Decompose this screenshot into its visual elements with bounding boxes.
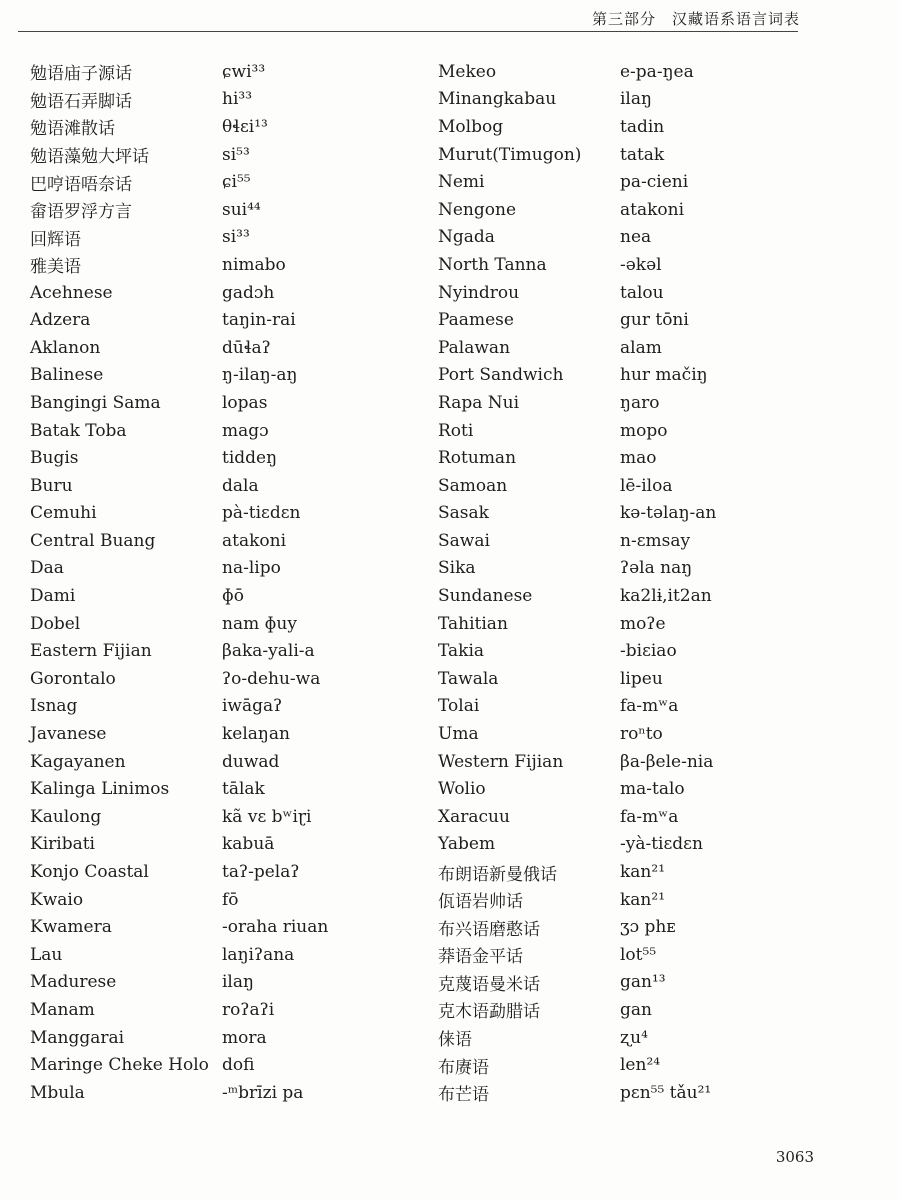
language-name: Balinese <box>30 365 104 386</box>
language-name: Cemuhi <box>30 503 97 524</box>
language-name: Tahitian <box>438 613 508 634</box>
word-form: kã vɛ bʷiɽi <box>222 806 312 827</box>
word-form: alam <box>620 337 662 358</box>
word-entry <box>438 969 830 997</box>
word-form: pà-tiɛdɛn <box>222 503 301 524</box>
word-form: duwad <box>222 751 280 772</box>
word-entry <box>438 58 830 86</box>
language-name: 克木语勐腊话 <box>438 1002 540 1023</box>
language-name: Buru <box>30 475 73 496</box>
word-entry <box>30 527 432 555</box>
word-entry <box>30 969 432 997</box>
word-entry <box>438 748 830 776</box>
language-name: Rapa Nui <box>438 392 520 413</box>
word-entry <box>438 886 830 914</box>
language-name: Rotuman <box>438 448 517 469</box>
word-form: dūɬaʔ <box>222 337 271 358</box>
word-form: tatak <box>620 144 665 165</box>
word-form: gan¹³ <box>620 972 666 993</box>
word-entry <box>30 306 432 334</box>
language-name: 雅美语 <box>30 257 81 278</box>
word-form: mora <box>222 1027 267 1048</box>
language-name: Maringe Cheke Holo <box>30 1055 209 1076</box>
word-form: hi³³ <box>222 89 253 110</box>
language-name: Mekeo <box>438 61 497 82</box>
word-form: roⁿto <box>620 724 663 745</box>
language-name: Central Buang <box>30 530 156 551</box>
word-entry <box>30 500 432 528</box>
word-form: ka2lɨ,it2an <box>620 586 712 607</box>
word-form: βaka-yali-a <box>222 641 315 662</box>
word-entry <box>30 775 432 803</box>
word-entry <box>30 417 432 445</box>
word-form: ʔo-dehu-wa <box>222 668 321 689</box>
word-entry <box>30 637 432 665</box>
word-entry <box>438 224 830 252</box>
word-entry <box>30 444 432 472</box>
language-name: Mbula <box>30 1082 85 1103</box>
word-form: kelaŋan <box>222 724 290 745</box>
left-word-list <box>30 58 432 1107</box>
language-name: Palawan <box>438 337 511 358</box>
word-form: kabuā <box>222 834 275 855</box>
word-entry <box>438 527 830 555</box>
language-name: 勉语石弄脚话 <box>30 91 132 112</box>
word-entry <box>438 775 830 803</box>
word-form: nea <box>620 227 652 248</box>
language-name: Kwaio <box>30 889 84 910</box>
language-name: Daa <box>30 558 64 579</box>
language-name: Kagayanen <box>30 751 126 772</box>
word-entry <box>30 886 432 914</box>
word-form: kan²¹ <box>620 889 666 910</box>
word-form: lipeu <box>620 668 663 689</box>
word-form: dala <box>222 475 259 496</box>
word-form: atakoni <box>620 199 685 220</box>
word-form: si³³ <box>222 227 250 248</box>
word-entry <box>30 720 432 748</box>
word-entry <box>438 1079 830 1107</box>
word-entry <box>30 1051 432 1079</box>
word-entry <box>438 913 830 941</box>
word-form: iwāgaʔ <box>222 696 283 717</box>
language-name: 勉语藻勉大坪话 <box>30 147 149 168</box>
word-form: dofi <box>222 1055 255 1076</box>
word-form: nimabo <box>222 254 286 275</box>
language-name: 布赓语 <box>438 1057 489 1078</box>
language-name: Adzera <box>30 310 91 331</box>
word-form: -biɛiao <box>620 641 677 662</box>
language-name: Dobel <box>30 613 81 634</box>
word-form: gan <box>620 999 652 1020</box>
word-entry <box>30 693 432 721</box>
language-name: Samoan <box>438 475 508 496</box>
language-name: Lau <box>30 944 63 965</box>
language-name: 回辉语 <box>30 229 81 250</box>
language-name: Murut(Timugon) <box>438 144 582 165</box>
language-name: 莽语金平话 <box>438 947 523 968</box>
language-name: Sawai <box>438 530 490 551</box>
word-form: si⁵³ <box>222 144 250 165</box>
word-entry <box>30 610 432 638</box>
word-form: e-pa-ŋea <box>620 61 694 82</box>
word-form: pa-cieni <box>620 172 689 193</box>
word-form: nam ɸuy <box>222 613 297 634</box>
word-entry <box>30 472 432 500</box>
word-form: ʐu⁴ <box>620 1027 648 1048</box>
language-name: 俫语 <box>438 1030 472 1051</box>
language-name: Wolio <box>438 779 486 800</box>
word-form: hur mačiŋ <box>620 365 708 386</box>
word-entry <box>30 803 432 831</box>
word-entry <box>30 196 432 224</box>
language-name: Batak Toba <box>30 420 127 441</box>
word-entry <box>30 555 432 583</box>
language-name: Yabem <box>438 834 496 855</box>
language-name: 布朗语新曼俄话 <box>438 864 557 885</box>
word-form: fa-mʷa <box>620 806 679 827</box>
word-entry <box>438 113 830 141</box>
word-form: ɕwi³³ <box>222 61 266 82</box>
word-form: pɛn⁵⁵ tǎu²¹ <box>620 1082 712 1103</box>
word-entry <box>30 334 432 362</box>
language-name: 克蔑语曼米话 <box>438 974 540 995</box>
language-name: Port Sandwich <box>438 365 564 386</box>
word-entry <box>30 748 432 776</box>
header-rule <box>18 31 798 32</box>
word-form: taŋin-rai <box>222 310 296 331</box>
language-name: Bangingi Sama <box>30 392 161 413</box>
word-entry <box>30 113 432 141</box>
word-entry <box>30 858 432 886</box>
word-entry <box>30 86 432 114</box>
word-entry <box>438 196 830 224</box>
language-name: Xaracuu <box>438 806 510 827</box>
word-entry <box>438 637 830 665</box>
word-entry <box>30 996 432 1024</box>
word-form: na-lipo <box>222 558 281 579</box>
word-entry <box>438 279 830 307</box>
page-number: 3063 <box>775 1148 814 1166</box>
word-form: -yà-tiɛdɛn <box>620 834 703 855</box>
word-entry <box>30 58 432 86</box>
language-name: Konjo Coastal <box>30 862 149 883</box>
word-form: lē-iloa <box>620 475 673 496</box>
word-form: atakoni <box>222 530 287 551</box>
word-form: ɕi⁵⁵ <box>222 172 251 193</box>
word-entry <box>30 389 432 417</box>
language-name: Sundanese <box>438 586 533 607</box>
language-name: Nengone <box>438 199 517 220</box>
language-name: Manam <box>30 999 95 1020</box>
word-form: kə-təlaŋ-an <box>620 503 717 524</box>
word-form: ŋ-ilaŋ-aŋ <box>222 365 298 386</box>
word-form: lopas <box>222 392 268 413</box>
word-form: ŋaro <box>620 392 660 413</box>
word-entry <box>30 665 432 693</box>
word-form: len²⁴ <box>620 1055 661 1076</box>
word-entry <box>438 941 830 969</box>
language-name: Nemi <box>438 172 485 193</box>
word-form: ʒɔ phᴇ <box>620 917 676 938</box>
word-entry <box>438 444 830 472</box>
language-name: Western Fijian <box>438 751 564 772</box>
word-form: tadin <box>620 116 665 137</box>
word-form: mopo <box>620 420 668 441</box>
word-form: fō <box>222 889 239 910</box>
word-entry <box>438 389 830 417</box>
word-entry <box>438 831 830 859</box>
language-name: Roti <box>438 420 474 441</box>
language-name: 布兴语磨憨话 <box>438 919 540 940</box>
language-name: Manggarai <box>30 1027 125 1048</box>
language-name: Takia <box>438 641 485 662</box>
language-name: Sika <box>438 558 476 579</box>
word-entry <box>438 858 830 886</box>
language-name: Javanese <box>30 724 107 745</box>
language-name: Madurese <box>30 972 117 993</box>
word-entry <box>438 555 830 583</box>
word-form: talou <box>620 282 664 303</box>
word-form: taʔ-pelaʔ <box>222 862 300 883</box>
word-entry <box>438 803 830 831</box>
word-entry <box>30 168 432 196</box>
running-header-title: 第三部分 汉藏语系语言词表 <box>591 10 800 28</box>
word-form: moʔe <box>620 613 666 634</box>
language-name: 勉语庙子源话 <box>30 64 132 85</box>
word-entry <box>438 720 830 748</box>
word-entry <box>438 500 830 528</box>
language-name: 布芒语 <box>438 1085 489 1106</box>
word-entry <box>30 141 432 169</box>
language-name: Kiribati <box>30 834 95 855</box>
word-form: -ᵐbrīzi pa <box>222 1082 304 1103</box>
language-name: Kalinga Linimos <box>30 779 170 800</box>
word-entry <box>30 913 432 941</box>
word-form: kan²¹ <box>620 862 666 883</box>
word-form: -əkəl <box>620 254 662 275</box>
word-entry <box>438 417 830 445</box>
language-name: North Tanna <box>438 254 547 275</box>
word-form: ilaŋ <box>620 89 652 110</box>
language-name: Paamese <box>438 310 514 331</box>
word-entry <box>438 665 830 693</box>
word-form: roʔaʔi <box>222 999 275 1020</box>
word-entry <box>438 996 830 1024</box>
word-entry <box>438 362 830 390</box>
word-form: tiddeŋ <box>222 448 278 469</box>
language-name: Nyindrou <box>438 282 520 303</box>
word-entry <box>438 610 830 638</box>
word-entry <box>438 1024 830 1052</box>
language-name: Eastern Fijian <box>30 641 152 662</box>
word-entry <box>438 1051 830 1079</box>
word-form: laŋiʔana <box>222 944 295 965</box>
language-name: Sasak <box>438 503 489 524</box>
word-form: ɸō <box>222 586 244 607</box>
language-name: Gorontalo <box>30 668 116 689</box>
language-name: 佤语岩帅话 <box>438 892 523 913</box>
word-entry <box>438 693 830 721</box>
word-entry <box>438 168 830 196</box>
word-entry <box>30 251 432 279</box>
word-entry <box>438 334 830 362</box>
word-entry <box>30 831 432 859</box>
word-form: βa-βele-nia <box>620 751 714 772</box>
right-word-list <box>438 58 830 1107</box>
language-name: Bugis <box>30 448 79 469</box>
language-name: Molbog <box>438 116 504 137</box>
word-entry <box>438 472 830 500</box>
word-form: sui⁴⁴ <box>222 199 261 220</box>
language-name: Dami <box>30 586 76 607</box>
word-entry <box>30 941 432 969</box>
word-entry <box>438 141 830 169</box>
word-entry <box>438 582 830 610</box>
word-entry <box>30 362 432 390</box>
word-form: gur tōni <box>620 310 689 331</box>
word-entry <box>30 224 432 252</box>
language-name: Tawala <box>438 668 499 689</box>
word-form: n-ɛmsay <box>620 530 691 551</box>
word-entry <box>438 251 830 279</box>
word-form: gadɔh <box>222 282 275 303</box>
word-entry <box>30 1024 432 1052</box>
word-form: mao <box>620 448 657 469</box>
word-form: -oraha riuan <box>222 917 329 938</box>
word-form: fa-mʷa <box>620 696 679 717</box>
word-entry <box>30 279 432 307</box>
language-name: Isnag <box>30 696 78 717</box>
language-name: Acehnese <box>30 282 113 303</box>
word-form: lot⁵⁵ <box>620 944 657 965</box>
word-entry <box>30 1079 432 1107</box>
word-entry <box>438 306 830 334</box>
language-name: Uma <box>438 724 479 745</box>
language-name: 勉语滩散话 <box>30 119 115 140</box>
language-name: Kwamera <box>30 917 112 938</box>
language-name: 畲语罗浮方言 <box>30 202 132 223</box>
word-form: θɬɛi¹³ <box>222 116 268 137</box>
language-name: Ngada <box>438 227 495 248</box>
language-name: Aklanon <box>30 337 101 358</box>
word-entry <box>30 582 432 610</box>
language-name: Tolai <box>438 696 480 717</box>
language-name: 巴哼语唔奈话 <box>30 174 132 195</box>
language-name: Kaulong <box>30 806 102 827</box>
word-entry <box>438 86 830 114</box>
word-form: tālak <box>222 779 265 800</box>
word-form: ʔəla naŋ <box>620 558 693 579</box>
word-form: ma-talo <box>620 779 685 800</box>
language-name: Minangkabau <box>438 89 557 110</box>
word-form: ilaŋ <box>222 972 254 993</box>
word-form: magɔ <box>222 420 269 441</box>
